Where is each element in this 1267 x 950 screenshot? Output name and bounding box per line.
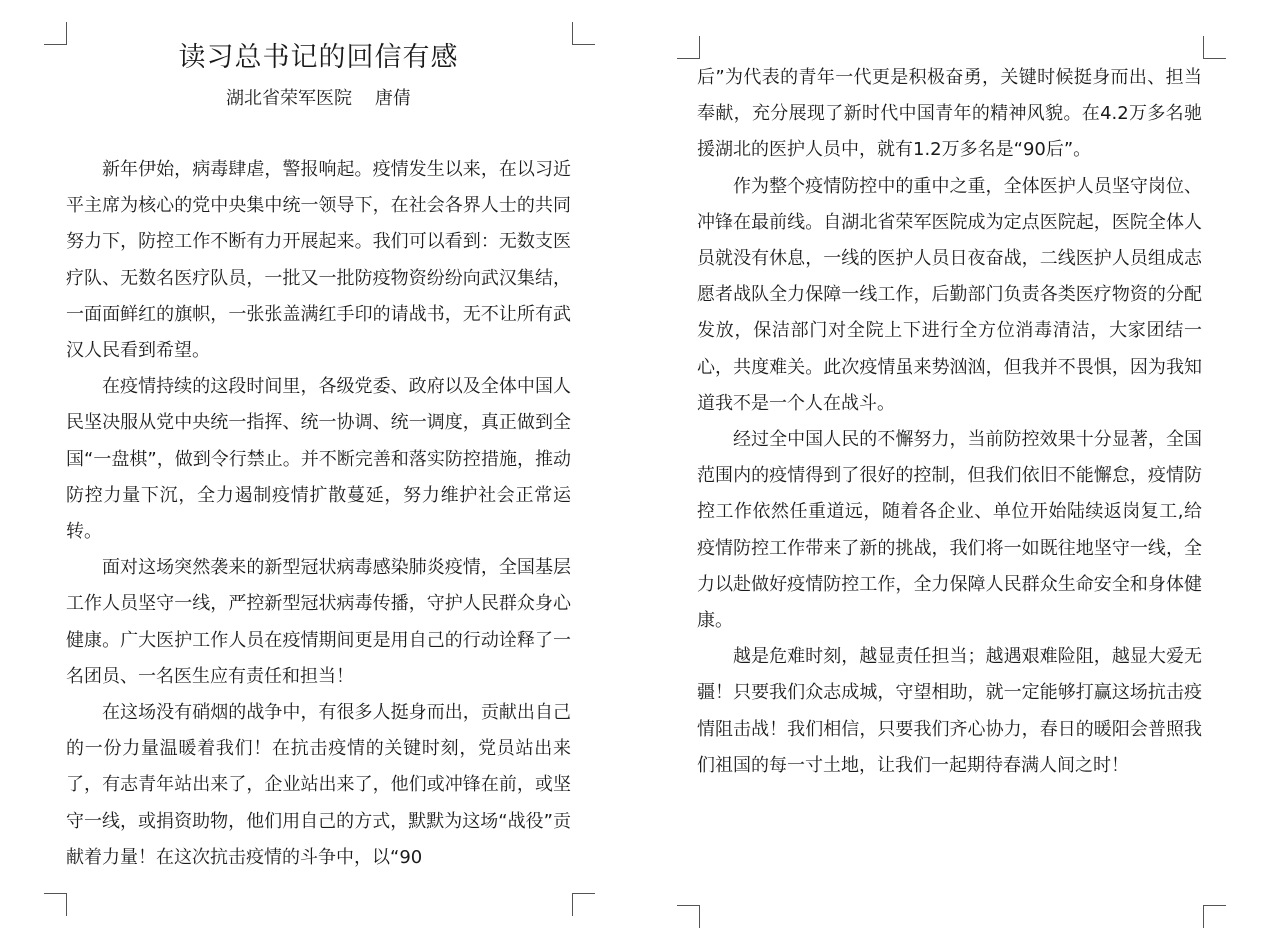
paragraph-continuation: 后”为代表的青年一代更是积极奋勇，关键时候挺身而出、担当奉献，充分展现了新时代中国青年的精神风貌。在4.2万多名驰援湖北的医护人员中，就有1.2万多名是“90后”。	[697, 67, 1202, 161]
left-page	[0, 0, 633, 950]
document-title: 读习总书记的回信有感	[178, 42, 459, 73]
paragraph: 在疫情持续的这段时间里，各级党委、政府以及全体中国人民坚决服从党中央统一指挥、统一协调、统一调度，真正做到全国“一盘棋”，做到令行禁止。并不断完善和落实防控措施，推动防控力量下沉，全力遏制疫情扩散蔓延，努力维护社会正常运转。	[66, 376, 571, 543]
crop-mark-top-left	[44, 22, 67, 45]
crop-mark-bottom-left	[44, 893, 67, 916]
right-page	[633, 0, 1267, 950]
crop-mark-top-right	[572, 22, 595, 45]
crop-mark-bottom-left	[677, 905, 700, 928]
paragraph: 经过全中国人民的不懈努力，当前防控效果十分显著，全国范围内的疫情得到了很好的控制，但我们依旧不能懈怠，疫情防控工作依然任重道远，随着各企业、单位开始陆续返岗复工,给疫情防控工作带来了新的挑战，我们将一如既往地坚守一线，全力以赴做好疫情防控工作，全力保障人民群众生命安全和身体健康。	[697, 429, 1202, 632]
paragraph: 面对这场突然袭来的新型冠状病毒感染肺炎疫情，全国基层工作人员坚守一线，严控新型冠状病毒传播，守护人民群众身心健康。广大医护工作人员在疫情期间更是用自己的行动诠释了一名团员、一名医生应有责任和担当！	[66, 557, 571, 687]
crop-mark-top-left	[677, 36, 700, 59]
left-page-body	[66, 152, 571, 876]
author-line: 湖北省荣军医院 唐倩	[226, 88, 411, 109]
crop-mark-top-right	[1203, 36, 1226, 59]
crop-mark-bottom-right	[572, 893, 595, 916]
crop-mark-bottom-right	[1203, 905, 1226, 928]
paragraph: 作为整个疫情防控中的重中之重，全体医护人员坚守岗位、冲锋在最前线。自湖北省荣军医院成为定点医院起，医院全体人员就没有休息，一线的医护人员日夜奋战，二线医护人员组成志愿者战队全力保障一线工作，后勤部门负责各类医疗物资的分配发放，保洁部门对全院上下进行全方位消毒清洁，大家团结一心，共度难关。此次疫情虽来势汹汹，但我并不畏惧，因为我知道我不是一个人在战斗。	[697, 175, 1202, 414]
right-page-body	[697, 60, 1202, 784]
paragraph: 新年伊始，病毒肆虐，警报响起。疫情发生以来，在以习近平主席为核心的党中央集中统一领导下，在社会各界人士的共同努力下，防控工作不断有力开展起来。我们可以看到：无数支医疗队、无数名医疗队员，一批又一批防疫物资纷纷向武汉集结，一面面鲜红的旗帜，一张张盖满红手印的请战书，无不让所有武汉人民看到希望。	[66, 159, 571, 362]
paragraph: 越是危难时刻，越显责任担当；越遇艰难险阻，越显大爱无疆！只要我们众志成城，守望相助，就一定能够打赢这场抗击疫情阻击战！我们相信，只要我们齐心协力，春日的暖阳会普照我们祖国的每一寸土地，让我们一起期待春满人间之时！	[697, 646, 1202, 776]
paragraph: 在这场没有硝烟的战争中，有很多人挺身而出，贡献出自己的一份力量温暖着我们！在抗击疫情的关键时刻，党员站出来了，有志青年站出来了，企业站出来了，他们或冲锋在前，或坚守一线，或捐资助物，他们用自己的方式，默默为这场“战役”贡献着力量！在这次抗击疫情的斗争中，以“90	[66, 702, 571, 868]
